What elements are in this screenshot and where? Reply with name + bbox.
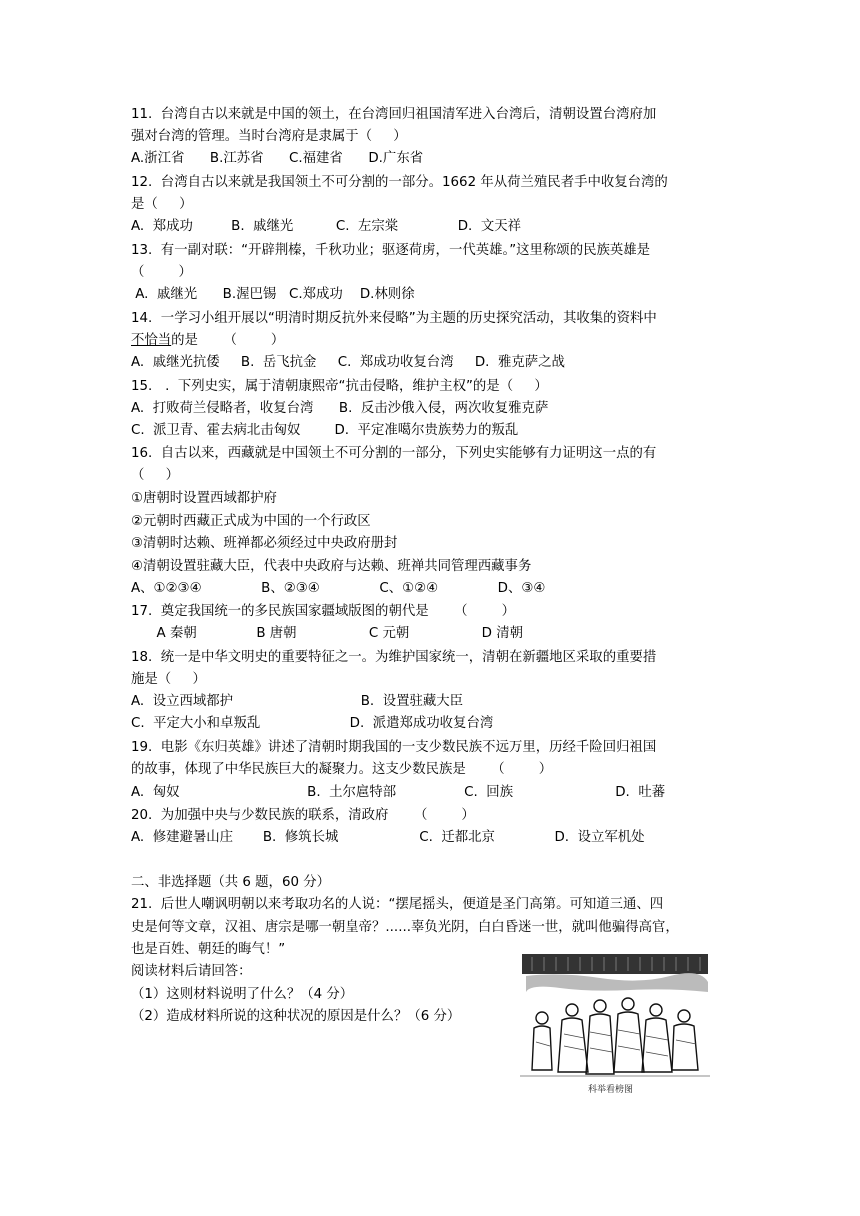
notice-board [522, 954, 708, 974]
statement-q16-2: ②元朝时西藏正式成为中国的一个行政区 [131, 514, 371, 529]
figure-caption: 科举看榜图 [588, 1085, 634, 1095]
options-q15-1: A. 打败荷兰侵略者，收复台湾 B. 反击沙俄入侵，两次收复雅克萨 [131, 401, 549, 416]
line-q13b: （ ） [131, 265, 192, 280]
line-q14b [131, 330, 284, 352]
line-q21c: 也是百姓、朝廷的晦气！” [131, 942, 286, 957]
line-q14b-rest: 的是 （ ） [171, 333, 285, 348]
line-q11b: 强对台湾的管理。当时台湾府是隶属于（ ） [131, 129, 407, 144]
line-q18a: 18. 统一是中华文明史的重要特征之一。为维护国家统一，清朝在新疆地区采取的重要措 [131, 650, 657, 665]
options-q13: A. 戚继光 B.渥巴锡 C.郑成功 D.林则徐 [131, 287, 415, 302]
line-q14a: 14. 一学习小组开展以“明清时期反抗外来侵略”为主题的历史探究活动，其收集的资料中 [131, 311, 657, 326]
exam-list-illustration [520, 952, 710, 1098]
options-q19: A. 匈奴 B. 土尔扈特部 C. 回族 D. 吐蕃 [131, 785, 666, 800]
options-q18-2: C. 平定大小和卓叛乱 D. 派遣郑成功收复台湾 [131, 716, 494, 731]
options-q20: A. 修建避暑山庄 B. 修筑长城 C. 迁都北京 D. 设立军机处 [131, 830, 645, 845]
line-q21b: 史是何等文章，汉祖、唐宗是哪一朝皇帝？......辜负光阴，白白昏迷一世，就叫他骗得高官， [131, 920, 679, 935]
options-q17: A 秦朝 B 唐朝 C 元朝 D 清朝 [131, 626, 524, 641]
statement-q16-3: ③清朝时达赖、班禅都必须经过中央政府册封 [131, 536, 398, 551]
line-q16a: 16. 自古以来，西藏就是中国领土不可分割的一部分，下列史实能够有力证明这一点的有 [131, 446, 657, 461]
line-q15a: 15. . 下列史实，属于清朝康熙帝“抗击侵略，维护主权”的是（ ） [131, 379, 548, 394]
options-q14: A. 戚继光抗倭 B. 岳飞抗金 C. 郑成功收复台湾 D. 雅克萨之战 [131, 355, 565, 370]
underlined-phrase: 不恰当 [131, 333, 172, 348]
line-q21d: 阅读材料后请回答： [131, 964, 252, 979]
section-heading: 二、非选择题（共 6 题，60 分） [131, 875, 331, 890]
options-q12: A. 郑成功 B. 戚继光 C. 左宗棠 D. 文天祥 [131, 219, 522, 234]
line-q12b: 是（ ） [131, 197, 193, 212]
line-q20a: 20. 为加强中央与少数民族的联系，清政府 （ ） [131, 808, 475, 823]
options-q18-1: A. 设立西域都护 B. 设置驻藏大臣 [131, 694, 464, 709]
line-q17a: 17. 奠定我国统一的多民族国家疆域版图的朝代是 （ ） [131, 604, 515, 619]
line-q12a: 12. 台湾自古以来就是我国领土不可分割的一部分。1662 年从荷兰殖民者手中收复台湾的 [131, 175, 668, 190]
line-q16b: （ ） [131, 468, 180, 483]
line-q21f: （2）造成材料所说的这种状况的原因是什么？（6 分） [131, 1009, 461, 1024]
options-q16: A、①②③④ B、②③④ C、①②④ D、③④ [131, 581, 546, 596]
line-q19b: 的故事，体现了中华民族巨大的凝聚力。这支少数民族是 （ ） [131, 762, 553, 777]
line-q21e: （1）这则材料说明了什么？（4 分） [131, 987, 354, 1002]
line-q21a: 21. 后世人嘲讽明朝以来考取功名的人说：“摆尾摇头，便道是圣门高第。可知道三通、四 [131, 897, 664, 912]
line-q19a: 19. 电影《东归英雄》讲述了清朝时期我国的一支少数民族不远万里，历经千险回归祖国 [131, 740, 657, 755]
line-q11a: 11. 台湾自古以来就是中国的领土，在台湾回归祖国清军进入台湾后，清朝设置台湾府加 [131, 107, 657, 122]
options-q15-2: C. 派卫青、霍去病北击匈奴 D. 平定准噶尔贵族势力的叛乱 [131, 423, 519, 438]
statement-q16-4: ④清朝设置驻藏大臣，代表中央政府与达赖、班禅共同管理西藏事务 [131, 559, 532, 574]
line-q18b: 施是（ ） [131, 672, 206, 687]
statement-q16-1: ①唐朝时设置西域都护府 [131, 491, 277, 506]
options-q11: A.浙江省 B.江苏省 C.福建省 D.广东省 [131, 151, 424, 166]
line-q13a: 13. 有一副对联：“开辟荆榛，千秋功业；驱逐荷虏，一代英雄。”这里称颂的民族英雄是 [131, 243, 651, 258]
